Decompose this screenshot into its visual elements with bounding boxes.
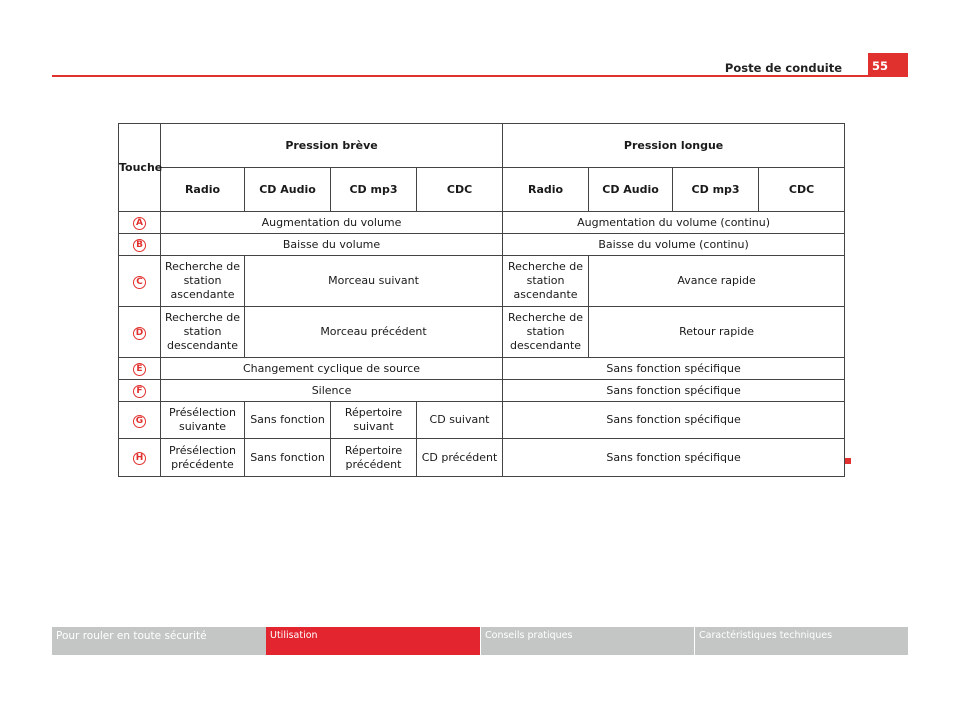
end-of-section-marker (845, 458, 851, 464)
page-number: 55 (868, 53, 908, 77)
section-title: Poste de conduite (724, 61, 842, 75)
col-header-cdc-long: CDC (759, 168, 845, 212)
table-row (119, 212, 845, 234)
short-press-radio-cell: Présélection suivante (161, 402, 245, 439)
short-press-cdc-cell: CD précédent (417, 439, 503, 477)
short-press-cd-cell: Morceau suivant (245, 256, 503, 307)
table-row (119, 307, 845, 358)
short-press-cell: Baisse du volume (161, 234, 503, 256)
key-badge: B (133, 239, 146, 252)
key-badge: D (133, 327, 146, 340)
key-badge: E (133, 363, 146, 376)
footer-tab-conseils[interactable]: Conseils pratiques (480, 627, 694, 655)
footer-tab-caracteristiques[interactable]: Caractéristiques techniques (694, 627, 908, 655)
table-row (119, 380, 845, 402)
col-header-cd-mp3: CD mp3 (331, 168, 417, 212)
short-press-cd-audio-cell: Sans fonction (245, 439, 331, 477)
short-press-cd-mp3-cell: Répertoire précédent (331, 439, 417, 477)
long-press-cell: Augmentation du volume (continu) (503, 212, 845, 234)
long-press-radio-cell: Recherche de station descendante (503, 307, 589, 358)
footer-tab-utilisation[interactable]: Utilisation (266, 627, 480, 655)
short-press-radio-cell: Recherche de station descendante (161, 307, 245, 358)
short-press-cdc-cell: CD suivant (417, 402, 503, 439)
short-press-cell: Augmentation du volume (161, 212, 503, 234)
table-row (119, 439, 845, 477)
short-press-cd-audio-cell: Sans fonction (245, 402, 331, 439)
short-press-cell: Changement cyclique de source (161, 358, 503, 380)
key-badge: G (133, 415, 146, 428)
short-press-cell: Silence (161, 380, 503, 402)
long-press-cd-cell: Avance rapide (589, 256, 845, 307)
footer-tab-securite[interactable]: Pour rouler en toute sécurité (52, 627, 266, 655)
col-header-radio: Radio (161, 168, 245, 212)
long-press-cell: Sans fonction spécifique (503, 358, 845, 380)
key-badge: F (133, 385, 146, 398)
table-row (119, 234, 845, 256)
footer-nav (52, 627, 908, 655)
col-header-radio-long: Radio (503, 168, 589, 212)
long-press-cell: Baisse du volume (continu) (503, 234, 845, 256)
col-header-cdc: CDC (417, 168, 503, 212)
col-header-cd-mp3-long: CD mp3 (673, 168, 759, 212)
short-press-cd-cell: Morceau précédent (245, 307, 503, 358)
col-header-cd-audio: CD Audio (245, 168, 331, 212)
key-badge: A (133, 217, 146, 230)
short-press-radio-cell: Présélection précédente (161, 439, 245, 477)
short-press-cd-mp3-cell: Répertoire suivant (331, 402, 417, 439)
col-header-key: Touche (119, 124, 161, 212)
header-rule (52, 75, 908, 77)
long-press-radio-cell: Recherche de station ascendante (503, 256, 589, 307)
table-row (119, 402, 845, 439)
col-group-short-press: Pression brève (161, 124, 503, 168)
key-badge: C (133, 276, 146, 289)
short-press-radio-cell: Recherche de station ascendante (161, 256, 245, 307)
key-badge: H (133, 452, 146, 465)
long-press-cell: Sans fonction spécifique (503, 380, 845, 402)
long-press-cell: Sans fonction spécifique (503, 402, 845, 439)
col-header-cd-audio-long: CD Audio (589, 168, 673, 212)
table-row (119, 256, 845, 307)
long-press-cd-cell: Retour rapide (589, 307, 845, 358)
controls-table (118, 123, 845, 477)
table-row (119, 358, 845, 380)
col-group-long-press: Pression longue (503, 124, 845, 168)
long-press-cell: Sans fonction spécifique (503, 439, 845, 477)
